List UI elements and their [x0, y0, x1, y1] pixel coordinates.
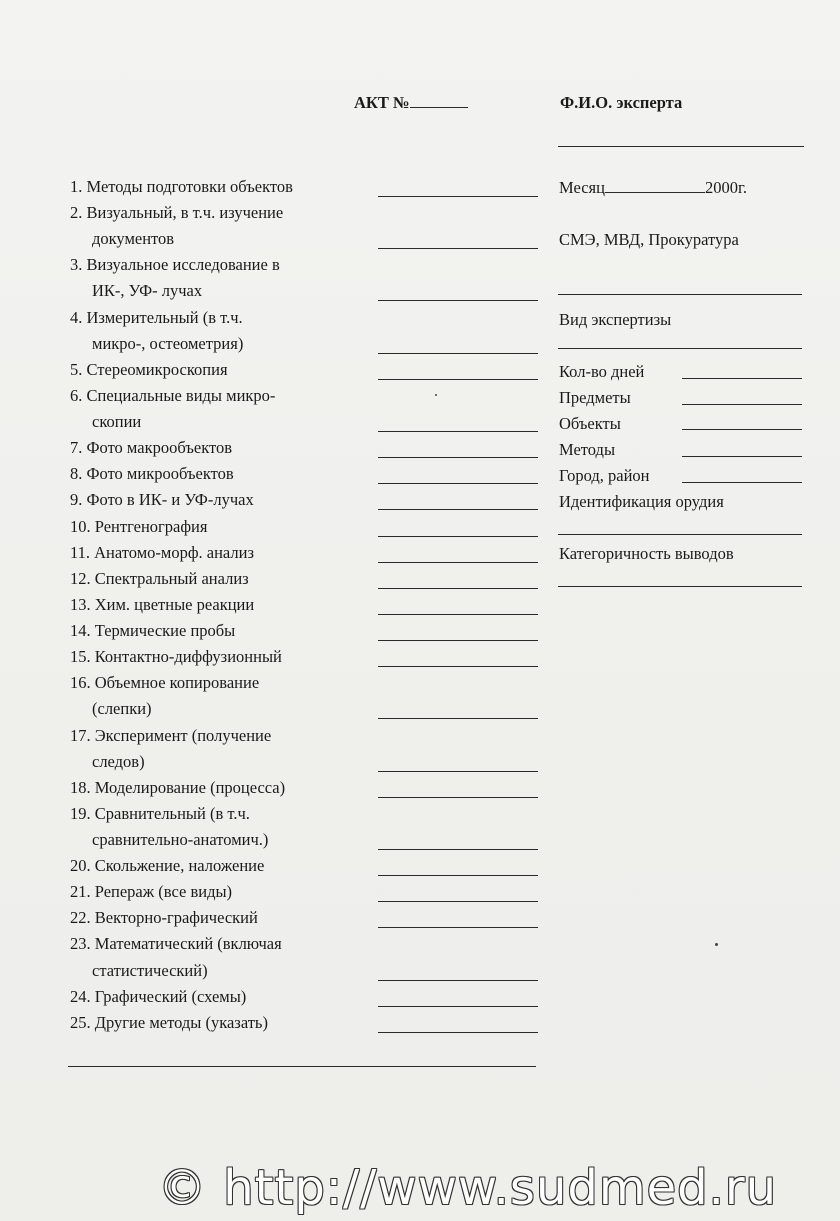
method-answer-blank[interactable] — [378, 1006, 538, 1007]
method-text: Фото в ИК- и УФ-лучах — [82, 490, 254, 510]
tool-id-blank[interactable] — [558, 534, 802, 535]
method-text-continued: сравнительно-анатомич.) — [92, 830, 269, 849]
method-number: 17. — [70, 725, 91, 745]
method-text: Стереомикроскопия — [82, 359, 228, 379]
method-answer-blank[interactable] — [378, 980, 538, 981]
method-answer-blank[interactable] — [378, 431, 538, 432]
expert-name-label: Ф.И.О. эксперта — [560, 93, 683, 112]
method-number: 13. — [70, 594, 91, 614]
method-text: Другие методы (указать) — [90, 1012, 268, 1032]
method-text: Скольжение, наложение — [90, 856, 265, 876]
days-blank[interactable] — [682, 378, 802, 379]
method-text: Контактно-диффузионный — [90, 647, 282, 667]
subjects-blank[interactable] — [682, 404, 802, 405]
agencies-label: СМЭ, МВД, Прокуратура — [559, 230, 739, 249]
act-number-label: АКТ № — [354, 93, 468, 113]
method-number: 10. — [70, 516, 91, 536]
exam-type-label: Вид экспертизы — [559, 310, 672, 329]
method-number: 15. — [70, 647, 91, 667]
method-text: Математический (включая — [90, 934, 282, 954]
method-text: Визуальный, в т.ч. изучение — [82, 203, 284, 223]
conclusions-blank[interactable] — [558, 586, 802, 587]
method-answer-blank[interactable] — [378, 248, 538, 249]
bottom-line — [68, 1066, 536, 1067]
month-blank[interactable] — [605, 192, 705, 193]
method-answer-blank[interactable] — [378, 509, 538, 510]
method-number: 7. — [70, 438, 83, 458]
method-number: 4. — [70, 307, 83, 327]
method-answer-blank[interactable] — [378, 353, 538, 354]
method-number: 2. — [70, 203, 83, 223]
method-answer-blank[interactable] — [378, 614, 538, 615]
method-text: Фото макрообъектов — [82, 438, 233, 458]
method-text: Спектральный анализ — [90, 568, 249, 588]
method-answer-blank[interactable] — [378, 300, 538, 301]
agencies-blank[interactable] — [558, 294, 802, 295]
method-number: 14. — [70, 621, 91, 641]
method-answer-blank[interactable] — [378, 562, 538, 563]
method-text: Методы подготовки объектов — [82, 177, 293, 196]
method-text-continued: статистический) — [92, 960, 208, 980]
methods-label: Методы — [559, 440, 616, 459]
city-blank[interactable] — [682, 482, 802, 483]
method-number: 25. — [70, 1012, 91, 1032]
method-answer-blank[interactable] — [378, 771, 538, 772]
method-text: Моделирование (процесса) — [90, 777, 286, 797]
method-number: 5. — [70, 359, 83, 379]
method-answer-blank[interactable] — [378, 718, 538, 719]
method-answer-blank[interactable] — [378, 640, 538, 641]
method-text-continued: ИК-, УФ- лучах — [92, 281, 203, 301]
method-number: 11. — [70, 542, 91, 562]
method-answer-blank[interactable] — [378, 457, 538, 458]
expert-name-blank[interactable] — [558, 146, 804, 147]
method-answer-blank[interactable] — [378, 875, 538, 876]
method-text: Объемное копирование — [90, 673, 260, 693]
method-answer-blank[interactable] — [378, 666, 538, 667]
method-number: 9. — [70, 490, 83, 510]
method-number: 16. — [70, 673, 91, 693]
method-text: Рентгенография — [90, 516, 208, 536]
method-number: 23. — [70, 934, 91, 954]
method-number: 3. — [70, 255, 83, 275]
method-text-continued: (слепки) — [92, 699, 152, 719]
conclusions-label: Категоричность выводов — [559, 544, 734, 563]
month-label: Месяц 2000г. — [559, 178, 747, 197]
method-text: Сравнительный (в т.ч. — [90, 803, 250, 823]
method-answer-blank[interactable] — [378, 901, 538, 902]
method-number: 19. — [70, 803, 91, 823]
method-number: 21. — [70, 882, 91, 902]
method-text-continued: следов) — [92, 751, 145, 771]
method-number: 1. — [70, 177, 83, 196]
method-number: 18. — [70, 777, 91, 797]
methods-blank[interactable] — [682, 456, 802, 457]
method-number: 20. — [70, 856, 91, 876]
watermark: © http://www.sudmed.ru — [158, 1160, 777, 1216]
subjects-label: Предметы — [559, 388, 631, 407]
method-answer-blank[interactable] — [378, 588, 538, 589]
act-number-blank[interactable] — [410, 107, 468, 108]
method-text: Эксперимент (получение — [90, 725, 272, 745]
method-answer-blank[interactable] — [378, 379, 538, 380]
exam-type-blank[interactable] — [558, 348, 802, 349]
method-answer-blank[interactable] — [378, 1032, 538, 1033]
method-text: Фото микрообъектов — [82, 464, 234, 484]
method-number: 22. — [70, 908, 91, 928]
method-text: Репераж (все виды) — [90, 882, 233, 902]
method-number: 8. — [70, 464, 83, 484]
method-answer-blank[interactable] — [378, 196, 538, 197]
method-number: 24. — [70, 986, 91, 1006]
method-answer-blank[interactable] — [378, 927, 538, 928]
method-text-continued: скопии — [92, 412, 142, 432]
method-text: Измерительный (в т.ч. — [82, 307, 243, 327]
method-text: Термические пробы — [90, 621, 236, 641]
days-label: Кол-во дней — [559, 362, 645, 381]
method-text-continued: микро-, остеометрия) — [92, 333, 244, 353]
method-text: Графический (схемы) — [90, 986, 247, 1006]
method-answer-blank[interactable] — [378, 483, 538, 484]
method-answer-blank[interactable] — [378, 849, 538, 850]
city-label: Город, район — [559, 466, 650, 485]
method-number: 12. — [70, 568, 91, 588]
method-number: 6. — [70, 385, 83, 405]
method-answer-blank[interactable] — [378, 536, 538, 537]
tool-id-label: Идентификация орудия — [559, 492, 724, 511]
method-text: Специальные виды микро- — [82, 385, 276, 405]
method-text: Хим. цветные реакции — [90, 594, 255, 614]
method-text: Векторно-графический — [90, 908, 258, 928]
scan-speck — [435, 394, 437, 396]
method-text-continued: документов — [92, 229, 175, 249]
objects-blank[interactable] — [682, 429, 802, 430]
method-answer-blank[interactable] — [378, 797, 538, 798]
method-text: Анатомо-морф. анализ — [90, 542, 254, 562]
objects-label: Объекты — [559, 414, 621, 433]
method-text: Визуальное исследование в — [82, 255, 280, 275]
scan-speck — [715, 943, 718, 946]
